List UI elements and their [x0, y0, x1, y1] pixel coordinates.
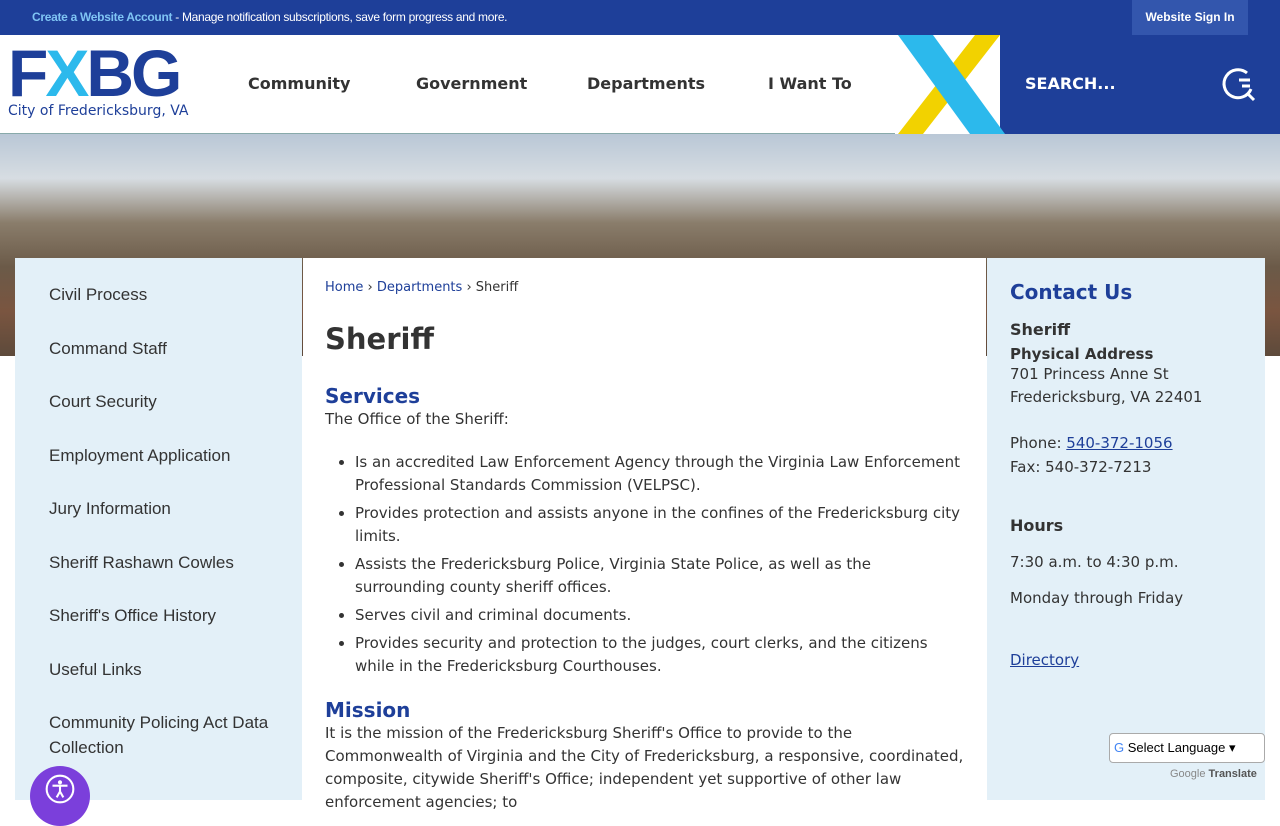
- hours-time: 7:30 a.m. to 4:30 p.m.: [1010, 553, 1179, 571]
- accessibility-button[interactable]: [30, 766, 90, 826]
- sidebar-item-links[interactable]: Useful Links: [49, 660, 142, 679]
- logo-subtitle: City of Fredericksburg, VA: [8, 103, 189, 119]
- search-input[interactable]: SEARCH...: [1025, 74, 1116, 93]
- contact-name: Sheriff: [1010, 320, 1071, 339]
- phone-link[interactable]: 540-372-1056: [1066, 434, 1173, 452]
- powered-by: [1170, 768, 1257, 780]
- sidebar-item-command-staff[interactable]: Command Staff: [49, 339, 167, 358]
- services-intro: The Office of the Sheriff:: [325, 410, 509, 428]
- breadcrumb-home[interactable]: Home: [325, 280, 364, 295]
- create-account-link[interactable]: Create a Website Account: [32, 10, 173, 24]
- phone-label: Phone:: [1010, 434, 1067, 452]
- nav-government[interactable]: Government: [416, 74, 528, 93]
- page-title: Sheriff: [325, 322, 434, 356]
- fax: Fax: 540-372-7213: [1010, 458, 1152, 476]
- nav-i-want-to[interactable]: I Want To: [768, 74, 852, 93]
- nav-departments[interactable]: Departments: [587, 74, 706, 93]
- services-heading: Services: [325, 384, 421, 408]
- language-select-label: Select Language: [1127, 740, 1226, 755]
- search-box[interactable]: [895, 35, 1280, 134]
- sidebar-item-civil-process[interactable]: Civil Process: [49, 285, 148, 304]
- sidebar-item-court-security[interactable]: Court Security: [49, 392, 157, 411]
- contact-panel: [987, 258, 1265, 800]
- address-label: Physical Address: [1010, 345, 1154, 363]
- services-list: [355, 451, 964, 678]
- address-line-2: Fredericksburg, VA 22401: [1010, 388, 1203, 406]
- google-translate-icon: G: [1114, 740, 1125, 755]
- list-item: • Is an accredited Law Enforcement Agency through the Virginia Law Enforcement Professional Standards Commission (VELPSC).: [355, 451, 964, 497]
- google-label: Google: [1170, 768, 1206, 780]
- sidebar-item-history[interactable]: Sheriff's Office History: [49, 606, 217, 625]
- header: [0, 35, 1280, 134]
- main-content: [303, 258, 986, 811]
- breadcrumb-current: Sheriff: [475, 280, 519, 295]
- contact-heading: Contact Us: [1010, 280, 1133, 304]
- account-message-text: - Manage notification subscriptions, save form progress and more.: [172, 10, 508, 24]
- language-select[interactable]: G Select Language ▾: [1109, 733, 1265, 763]
- sign-in-button[interactable]: Website Sign In: [1132, 0, 1248, 35]
- breadcrumb: Home › Departments › Sheriff: [325, 280, 519, 295]
- hours-days: Monday through Friday: [1010, 589, 1184, 607]
- logo[interactable]: FXBG City of Fredericksburg, VA: [8, 36, 189, 119]
- breadcrumb-departments[interactable]: Departments: [376, 280, 463, 295]
- search-icon[interactable]: [1221, 67, 1257, 103]
- directory-link[interactable]: Directory: [1010, 651, 1080, 669]
- list-item: • Provides security and protection to the judges, court clerks, and the citizens while in the Fredericksburg Courthouses.: [355, 632, 964, 678]
- translate-label: Translate: [1208, 768, 1257, 780]
- nav-community[interactable]: Community: [248, 74, 351, 93]
- top-bar: [0, 0, 1280, 35]
- sidebar-item-sheriff[interactable]: Sheriff Rashawn Cowles: [49, 553, 234, 572]
- hours-heading: Hours: [1010, 516, 1064, 535]
- account-message: [32, 10, 507, 24]
- sidebar-item-employment[interactable]: Employment Application: [49, 446, 231, 465]
- x-decoration: [895, 35, 1015, 134]
- list-item: • Assists the Fredericksburg Police, Virginia State Police, as well as the surrounding county sheriff offices.: [355, 553, 964, 599]
- list-item: • Serves civil and criminal documents.: [355, 604, 964, 627]
- mission-text: It is the mission of the Fredericksburg Sheriff's Office to provide to the Commonwealth of Virginia and the City of Fredericksburg, a responsive, coordinated, composite, citywide Sheriff's Office; independent yet supportive of other law enforcement agencies; to: [325, 724, 964, 811]
- list-item: • Provides protection and assists anyone in the confines of the Fredericksburg city limits.: [355, 502, 964, 548]
- mission-heading: Mission: [325, 698, 411, 722]
- sidebar-item-policing-act[interactable]: Community Policing Act Data Collection: [49, 713, 269, 757]
- address-line-1: 701 Princess Anne St: [1010, 365, 1169, 383]
- sidebar-item-jury[interactable]: Jury Information: [49, 499, 171, 518]
- sidebar: [15, 258, 302, 800]
